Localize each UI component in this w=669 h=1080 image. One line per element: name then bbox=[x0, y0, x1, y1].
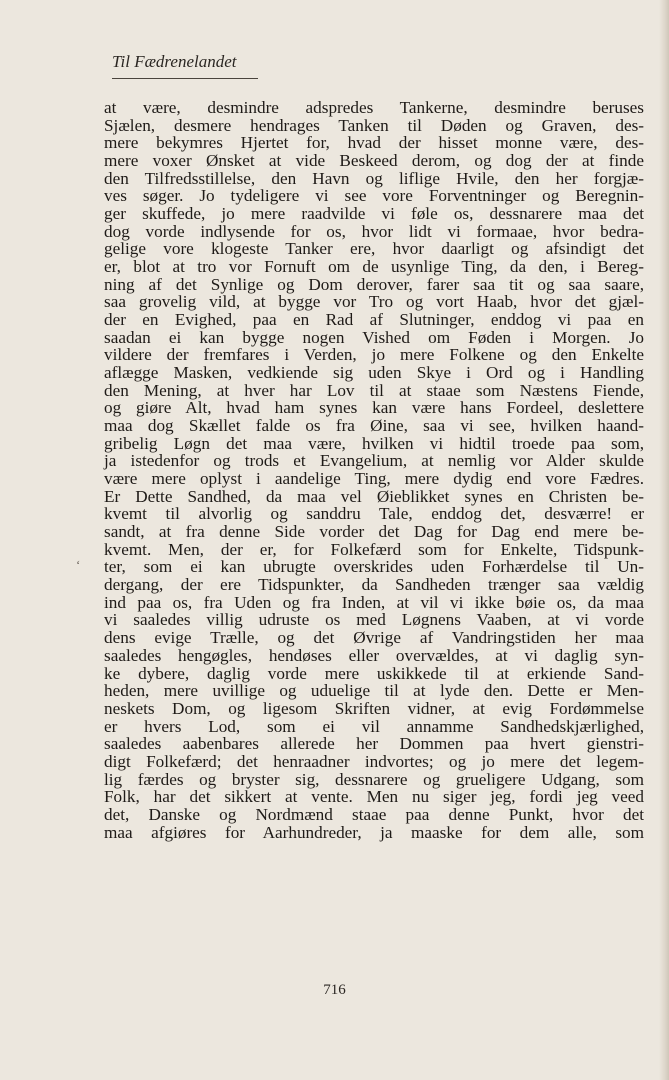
text-line: gelige vore klogeste Tanker ere, hvor daarligt og afsindigt det bbox=[104, 239, 644, 259]
text-line: ves søger. Jo tydeligere vi see vore Forventninger og Beregnin- bbox=[104, 186, 644, 206]
text-line: maa dog Skællet falde os fra Øine, saa vi see, hvilken haand- bbox=[104, 416, 644, 436]
text-line: den Tilfredsstillelse, den Havn og liflige Hvile, den her forgjæ- bbox=[104, 168, 644, 188]
text-line: heden, mere uvillige og uduelige til at lyde den. Dette er Men- bbox=[104, 681, 644, 701]
text-line: ke dybere, daglig vorde mere uskikkede til at erkiende Sand- bbox=[104, 663, 644, 683]
page-edge-shadow bbox=[659, 0, 669, 1080]
text-line: mere voxer Ønsket at vide Beskeed derom, og dog der at finde bbox=[104, 151, 644, 171]
running-head: Til Fædrenelandet bbox=[112, 52, 237, 71]
text-line: være mere oplyst i aandelige Ting, mere dydig end vore Fædres. bbox=[104, 469, 644, 489]
text-line: dergang, der ere Tidspunkter, da Sandheden trænger saa vældig bbox=[104, 575, 644, 595]
text-line: at være, desmindre adspredes Tankerne, desmindre beruses bbox=[104, 98, 644, 117]
text-line: er, blot at tro vor Fornuft om de usynlige Ting, da den, i Bereg- bbox=[104, 257, 644, 277]
body-text bbox=[104, 99, 644, 841]
margin-mark: ‘ bbox=[76, 557, 81, 572]
text-line: det, Danske og Nordmænd staae paa denne Punkt, hvor det bbox=[104, 804, 644, 824]
text-line: sandt, at fra denne Side vorder det Dag for Dag end mere be- bbox=[104, 522, 644, 542]
text-line: kvemt. Men, der er, for Folkefærd som for Enkelte, Tidspunk- bbox=[104, 539, 644, 559]
text-line: og giøre Alt, hvad ham synes kan være hans Fordeel, deslettere bbox=[104, 398, 644, 418]
text-line: ning af det Synlige og Dom derover, farer saa tit og saa saare, bbox=[104, 274, 644, 294]
text-line: vi saaledes villig udruste os med Løgnens Vaaben, at vi vorde bbox=[104, 610, 644, 630]
text-line: vildere der fremfares i Verden, jo mere Folkene og den Enkelte bbox=[104, 345, 644, 365]
text-line: mere bekymres Hjertet for, hvad der hisset monne være, des- bbox=[104, 133, 644, 153]
text-line: saa grovelig vild, at bygge vor Tro og vort Haab, hvor det gjæl- bbox=[104, 292, 644, 312]
text-line: kvemt til alvorlig og sanddru Tale, enddog det, desværre! er bbox=[104, 504, 644, 524]
text-line: der en Evighed, paa en Rad af Slutninger, enddog vi paa en bbox=[104, 310, 644, 330]
text-line: lig færdes og bryster sig, dessnarere og grueligere Udgang, som bbox=[104, 769, 644, 789]
text-line: den Mening, at hver har Lov til at staae som Næstens Fiende, bbox=[104, 380, 644, 400]
text-line: er hvers Lod, som ei vil annamme Sandhedskjærlighed, bbox=[104, 716, 644, 736]
text-line: ind paa os, fra Uden og fra Inden, at vil vi ikke bøie os, da maa bbox=[104, 592, 644, 612]
text-line: neskets Dom, og ligesom Skriften vidner, at evig Fordømmelse bbox=[104, 698, 644, 718]
text-line: saaledes hengøgles, hendøses eller overvældes, at vi daglig syn- bbox=[104, 645, 644, 665]
text-line: ger skuffede, jo mere raadvilde vi føle os, dessnarere maa det bbox=[104, 204, 644, 224]
text-line: saadan ei kan bygge nogen Vished om Føden i Morgen. Jo bbox=[104, 327, 644, 347]
text-line: dens evige Trælle, og det Øvrige af Vandringstiden her maa bbox=[104, 628, 644, 648]
text-line: digt Folkefærd; det henraadner indvortes; og jo mere det legem- bbox=[104, 751, 644, 771]
text-line: ter, som ei kan ubrugte overskrides uden Forhærdelse til Un- bbox=[104, 557, 644, 577]
text-line: aflægge Masken, vedkiende sig uden Skye i Ord og i Handling bbox=[104, 363, 644, 383]
text-line: Er Dette Sandhed, da maa vel Øieblikket synes en Christen be- bbox=[104, 486, 644, 506]
text-line: ja istedenfor og trods et Evangelium, at nemlig vor Alder skulde bbox=[104, 451, 644, 471]
text-line: gribelig Løgn det maa være, hvilken vi hidtil troede paa som, bbox=[104, 433, 644, 453]
page-number: 716 bbox=[323, 982, 346, 998]
text-line: saaledes aabenbares allerede her Dommen paa hvert gienstri- bbox=[104, 734, 644, 754]
running-head-rule bbox=[112, 78, 258, 79]
text-line: maa afgiøres for Aarhundreder, ja maaske for dem alle, som bbox=[104, 822, 644, 842]
text-line: Sjælen, desmere hendrages Tanken til Døden og Graven, des- bbox=[104, 115, 644, 135]
text-line: dog vorde indlysende for os, hvor lidt vi formaae, hvor bedra- bbox=[104, 221, 644, 241]
text-line: Folk, har det sikkert at vente. Men nu siger jeg, fordi jeg veed bbox=[104, 787, 644, 807]
